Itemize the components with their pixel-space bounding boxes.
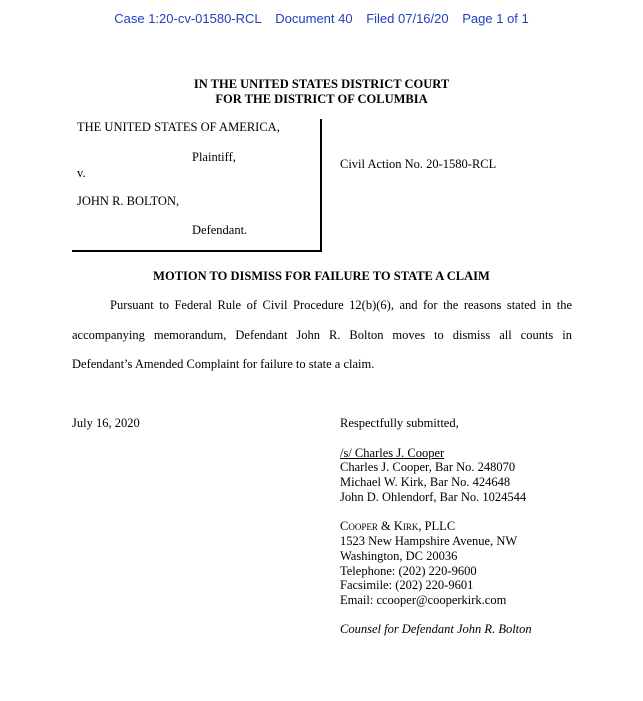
address-line1: 1523 New Hampshire Avenue, NW <box>340 534 518 548</box>
attorney-line: John D. Ohlendorf, Bar No. 1024544 <box>340 490 527 504</box>
closing: Respectfully submitted, <box>340 416 459 430</box>
firm-name: Cooper & Kirk, PLLC <box>340 519 456 533</box>
caption-vertical-rule <box>320 119 322 252</box>
defendant-name: JOHN R. BOLTON, <box>77 194 180 208</box>
attorney-line: Charles J. Cooper, Bar No. 248070 <box>340 460 516 474</box>
civil-action-number: Civil Action No. 20-1580-RCL <box>340 157 497 171</box>
court-name-line1: IN THE UNITED STATES DISTRICT COURT <box>193 77 450 91</box>
counsel-designation: Counsel for Defendant John R. Bolton <box>340 622 532 636</box>
court-name-line2: FOR THE DISTRICT OF COLUMBIA <box>215 92 428 106</box>
motion-body-line2: accompanying memorandum, Defendant John R. Bolton moves to dismiss all counts in <box>72 328 572 342</box>
motion-body-line1: Pursuant to Federal Rule of Civil Procedure 12(b)(6), and for the reasons stated in the <box>110 298 572 312</box>
motion-title: MOTION TO DISMISS FOR FAILURE TO STATE A CLAIM <box>153 269 490 283</box>
filing-date: July 16, 2020 <box>72 416 140 430</box>
email: Email: ccooper@cooperkirk.com <box>340 593 507 607</box>
motion-body-line3: Defendant’s Amended Complaint for failure to state a claim. <box>72 357 375 371</box>
telephone: Telephone: (202) 220-9600 <box>340 564 477 578</box>
facsimile: Facsimile: (202) 220-9601 <box>340 578 474 592</box>
attorney-line: Michael W. Kirk, Bar No. 424648 <box>340 475 511 489</box>
caption-horizontal-rule <box>72 250 322 252</box>
address-line2: Washington, DC 20036 <box>340 549 458 563</box>
filed-date: Filed 07/16/20 <box>366 11 449 26</box>
defendant-role: Defendant. <box>192 223 248 237</box>
ecf-header <box>0 11 643 26</box>
plaintiff-role: Plaintiff, <box>192 150 236 164</box>
case-number: Case 1:20-cv-01580-RCL <box>114 11 262 26</box>
page-indicator: Page 1 of 1 <box>462 11 529 26</box>
versus: v. <box>77 166 86 180</box>
electronic-signature: /s/ Charles J. Cooper <box>340 446 445 460</box>
plaintiff-name: THE UNITED STATES OF AMERICA, <box>77 120 280 134</box>
document-number: Document 40 <box>275 11 353 26</box>
